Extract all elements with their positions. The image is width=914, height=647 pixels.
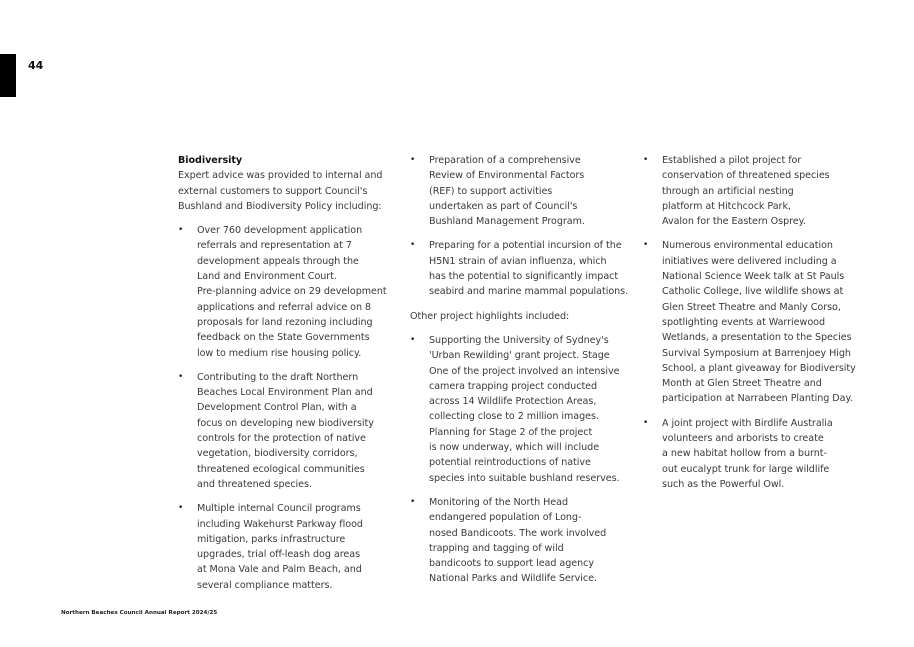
text-line: Month at Glen Street Theatre and xyxy=(662,378,822,390)
text-line: at Mona Vale and Palm Beach, and xyxy=(197,564,362,576)
text-line: vegetation, biodiversity corridors, xyxy=(197,448,358,460)
text-line: is now underway, which will include xyxy=(429,442,600,454)
text-line: Land and Environment Court. xyxy=(197,271,337,283)
bullet-icon: • xyxy=(178,225,184,236)
text-line: endangered population of Long- xyxy=(429,512,582,524)
text-line: H5N1 strain of avian influenza, which xyxy=(429,255,607,267)
list-item xyxy=(410,153,635,229)
bullet-icon: • xyxy=(410,496,416,507)
bullet-list xyxy=(410,153,635,300)
text-line: nosed Bandicoots. The work involved xyxy=(429,527,607,539)
text-line: development appeals through the xyxy=(197,255,359,267)
text-line: focus on developing new biodiversity xyxy=(197,417,374,429)
text-line: referrals and representation at 7 xyxy=(197,240,352,252)
text-line: threatened ecological communities xyxy=(197,463,365,475)
text-line: National Parks and Wildlife Service. xyxy=(429,573,597,585)
text-line: upgrades, trial off-leash dog areas xyxy=(197,549,361,561)
text-line: low to medium rise housing policy. xyxy=(197,347,362,359)
text-line: such as the Powerful Owl. xyxy=(662,478,785,490)
text-line: mitigation, parks infrastructure xyxy=(197,533,346,545)
text-line: Planning for Stage 2 of the project xyxy=(429,426,593,438)
bullet-icon: • xyxy=(178,371,184,382)
bullet-list xyxy=(178,223,398,593)
text-line: camera trapping project conducted xyxy=(429,380,598,392)
text-line: Catholic College, live wildlife shows at xyxy=(662,286,844,298)
text-line: National Science Week talk at St Pauls xyxy=(662,271,845,283)
text-line: (REF) to support activities xyxy=(429,185,553,197)
text-line: Survival Symposium at Barrenjoey High xyxy=(662,347,851,359)
text-line: Bushland and Biodiversity Policy including: xyxy=(178,200,382,212)
bullet-icon: • xyxy=(178,503,184,514)
text-line: several compliance matters. xyxy=(197,579,333,591)
bullet-icon: • xyxy=(643,240,649,251)
text-line: Over 760 development application xyxy=(197,225,363,237)
page-tab-marker xyxy=(0,54,16,97)
text-line: Multiple internal Council programs xyxy=(197,503,361,515)
bullet-icon: • xyxy=(410,240,416,251)
bullet-icon: • xyxy=(643,155,649,165)
text-line: Expert advice was provided to internal and xyxy=(178,170,383,182)
text-line: Avalon for the Eastern Osprey. xyxy=(662,216,806,228)
text-line: Numerous environmental education xyxy=(662,240,833,252)
text-line: Contributing to the draft Northern xyxy=(197,371,359,383)
text-line: spotlighting events at Warriewood xyxy=(662,316,825,328)
bullet-icon: • xyxy=(643,417,649,428)
text-line: Pre-planning advice on 29 development xyxy=(197,286,387,298)
text-line: controls for the protection of native xyxy=(197,433,366,445)
list-item xyxy=(178,223,398,361)
text-line: Established a pilot project for xyxy=(662,155,802,166)
text-line: out eucalypt trunk for large wildlife xyxy=(662,463,830,475)
column-2 xyxy=(410,153,635,587)
text-line: across 14 Wildlife Protection Areas, xyxy=(429,396,597,408)
text-line: Glen Street Theatre and Manly Corso, xyxy=(662,301,841,313)
text-line: initiatives were delivered including a xyxy=(662,255,837,267)
list-item xyxy=(643,238,868,406)
text-line: Development Control Plan, with a xyxy=(197,402,357,414)
page-number: 44 xyxy=(28,59,44,72)
list-item xyxy=(410,238,635,299)
text-line: potential reintroductions of native xyxy=(429,457,591,469)
section-heading: Biodiversity xyxy=(178,155,243,166)
list-item xyxy=(178,501,398,593)
footer-report-title: Northern Beaches Council Annual Report 2024/25 xyxy=(61,610,218,616)
text-line: Monitoring of the North Head xyxy=(429,496,569,508)
text-line: participation at Narrabeen Planting Day. xyxy=(662,393,853,405)
text-line: collecting close to 2 million images. xyxy=(429,411,599,423)
text-line: external customers to support Council's xyxy=(178,185,368,197)
text-line: platform at Hitchcock Park, xyxy=(662,200,791,212)
text-line: Preparation of a comprehensive xyxy=(429,155,581,166)
column-3 xyxy=(643,153,868,492)
list-item xyxy=(410,333,635,486)
text-line: undertaken as part of Council's xyxy=(429,200,578,212)
text-line: species into suitable bushland reserves. xyxy=(429,472,620,484)
list-item xyxy=(643,153,868,229)
text-line: through an artificial nesting xyxy=(662,185,794,197)
text-line: trapping and tagging of wild xyxy=(429,542,564,554)
text-line: proposals for land rezoning including xyxy=(197,316,373,328)
list-item xyxy=(178,370,398,492)
text-line: including Wakehurst Parkway flood xyxy=(197,518,363,530)
text-line: Bushland Management Program. xyxy=(429,216,585,228)
text-line: Beaches Local Environment Plan and xyxy=(197,387,373,399)
text-line: Supporting the University of Sydney's xyxy=(429,334,609,346)
text-line: Wetlands, a presentation to the Species xyxy=(662,332,852,344)
text-line: applications and referral advice on 8 xyxy=(197,301,372,313)
text-line: School, a plant giveaway for Biodiversity xyxy=(662,362,856,374)
text-line: feedback on the State Governments xyxy=(197,332,370,344)
text-line: and threatened species. xyxy=(197,478,312,490)
text-line: Preparing for a potential incursion of the xyxy=(429,240,622,252)
text-line: volunteers and arborists to create xyxy=(662,433,824,445)
column-1 xyxy=(178,153,398,593)
list-item xyxy=(643,416,868,492)
text-line: One of the project involved an intensive xyxy=(429,365,620,377)
text-line: a new habitat hollow from a burnt- xyxy=(662,448,827,460)
bullet-icon: • xyxy=(410,155,416,165)
list-item xyxy=(410,495,635,587)
subheading: Other project highlights included: xyxy=(410,310,570,322)
text-line: seabird and marine mammal populations. xyxy=(429,286,629,298)
bullet-list xyxy=(410,333,635,587)
text-line: has the potential to significantly impact xyxy=(429,271,619,283)
text-line: A joint project with Birdlife Australia xyxy=(662,417,833,429)
text-line: Review of Environmental Factors xyxy=(429,170,585,182)
text-line: bandicoots to support lead agency xyxy=(429,558,595,570)
text-line: 'Urban Rewilding' grant project. Stage xyxy=(429,350,610,362)
bullet-list xyxy=(643,153,868,492)
text-line: conservation of threatened species xyxy=(662,170,830,182)
intro-paragraph xyxy=(178,168,398,214)
bullet-icon: • xyxy=(410,334,416,345)
